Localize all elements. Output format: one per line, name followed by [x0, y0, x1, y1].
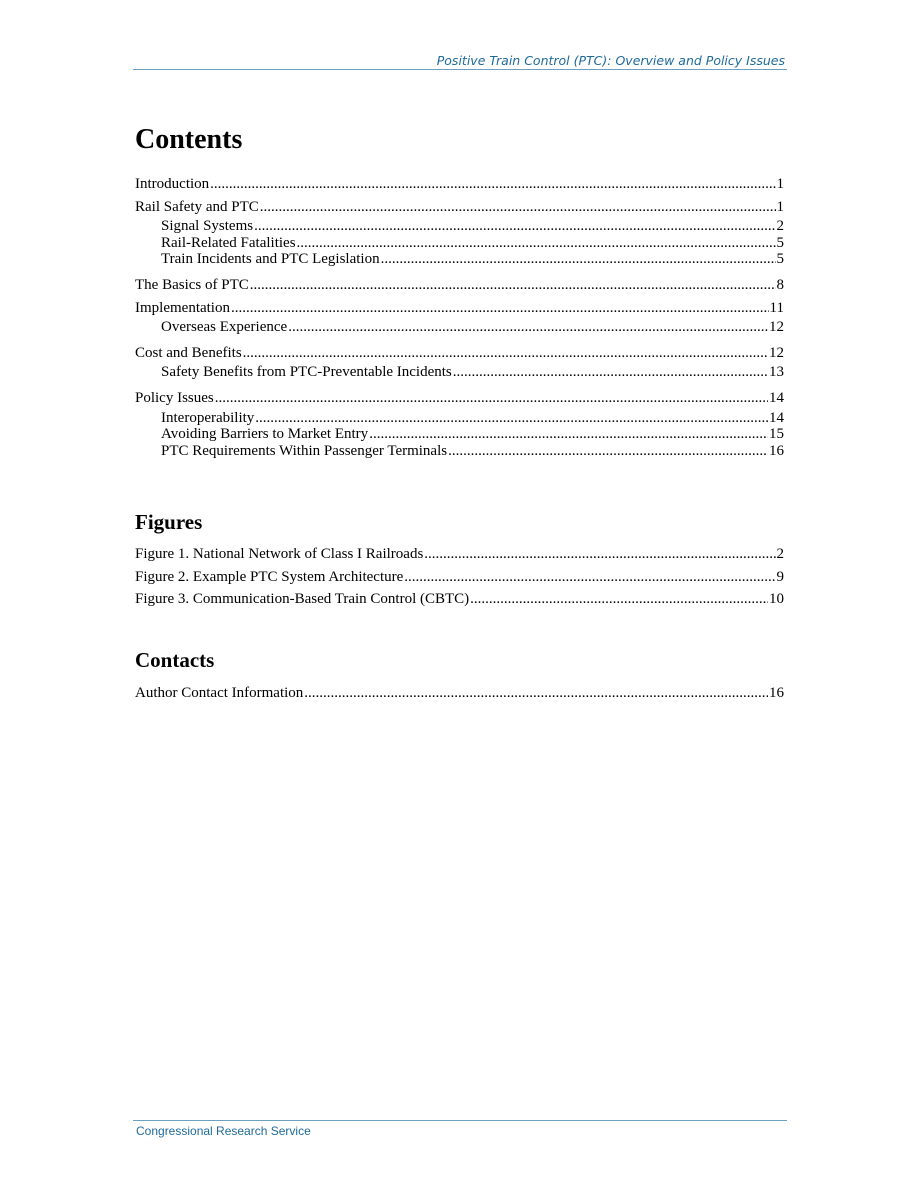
dot-leader	[453, 364, 768, 381]
toc-entry-label: Avoiding Barriers to Market Entry	[161, 426, 369, 443]
figure-entry-page: 9	[776, 568, 784, 585]
toc-entry-page: 12	[769, 319, 784, 336]
toc-entry-page: 16	[769, 442, 784, 459]
dot-leader	[288, 319, 768, 336]
figure-entry[interactable]	[135, 588, 784, 611]
footer-organization: Congressional Research Service	[136, 1124, 311, 1138]
toc-entry-page: 2	[776, 218, 784, 235]
toc-entry-page: 14	[769, 409, 784, 426]
toc-entry[interactable]	[135, 274, 784, 297]
toc-subentry[interactable]	[135, 218, 784, 235]
toc-entry-label: The Basics of PTC	[135, 276, 249, 293]
figures-list	[135, 543, 784, 611]
dot-leader	[470, 588, 768, 611]
dot-leader	[215, 387, 768, 410]
toc-entry[interactable]	[135, 387, 784, 410]
toc-entry-label: Rail Safety and PTC	[135, 198, 259, 215]
toc-entry-page: 14	[769, 389, 784, 406]
figure-entry[interactable]	[135, 543, 784, 566]
running-title: Positive Train Control (PTC): Overview and Policy Issues	[436, 53, 785, 68]
figures-heading: Figures	[135, 510, 203, 534]
toc-entry-label: Train Incidents and PTC Legislation	[161, 251, 380, 268]
toc-entry-label: Interoperability	[161, 409, 255, 426]
toc-subentry[interactable]	[135, 410, 784, 427]
toc-entry-label: Cost and Benefits	[135, 344, 242, 361]
dot-leader	[243, 342, 768, 365]
toc-entry-label: Signal Systems	[161, 218, 254, 235]
toc-entry[interactable]	[135, 342, 784, 365]
toc-subentry[interactable]	[135, 426, 784, 443]
figure-entry-label: Figure 3. Communication-Based Train Control (CBTC)	[135, 591, 470, 608]
contents-heading: Contents	[135, 124, 243, 155]
toc-entry[interactable]	[135, 196, 784, 219]
contacts-list	[135, 682, 784, 705]
toc-subentry[interactable]	[135, 251, 784, 268]
contact-entry-page: 16	[769, 685, 784, 701]
page-footer	[133, 1120, 787, 1138]
toc-entry-page: 11	[769, 299, 784, 316]
dot-leader	[424, 543, 775, 566]
toc-entry[interactable]	[135, 297, 784, 320]
dot-leader	[210, 173, 775, 196]
toc-entry-page: 5	[776, 251, 784, 268]
dot-leader	[304, 682, 768, 705]
contents-list	[135, 173, 784, 459]
dot-leader	[255, 410, 768, 427]
dot-leader	[448, 443, 768, 460]
toc-subentry[interactable]	[135, 364, 784, 381]
toc-entry-page: 1	[776, 176, 784, 192]
toc-subentry[interactable]	[135, 319, 784, 336]
contact-entry[interactable]	[135, 682, 784, 705]
dot-leader	[297, 235, 776, 252]
toc-entry-page: 8	[776, 276, 784, 293]
toc-entry-label: Overseas Experience	[161, 319, 288, 336]
toc-entry-label: Rail-Related Fatalities	[161, 234, 296, 251]
dot-leader	[231, 297, 769, 320]
dot-leader	[369, 426, 768, 443]
figure-entry-label: Figure 2. Example PTC System Architecture	[135, 568, 404, 585]
toc-entry-page: 5	[776, 234, 784, 251]
dot-leader	[254, 218, 775, 235]
toc-subentry[interactable]	[135, 235, 784, 252]
figure-entry-page: 10	[769, 591, 784, 608]
dot-leader	[260, 196, 776, 219]
toc-entry-page: 13	[769, 364, 784, 381]
toc-entry-page: 1	[776, 198, 784, 215]
figure-entry-label: Figure 1. National Network of Class I Railroads	[135, 546, 424, 562]
toc-subentry[interactable]	[135, 443, 784, 460]
dot-leader	[250, 274, 776, 297]
dot-leader	[404, 566, 775, 589]
toc-entry[interactable]	[135, 173, 784, 196]
figure-entry[interactable]	[135, 566, 784, 589]
toc-entry-label: Policy Issues	[135, 389, 214, 406]
figure-entry-page: 2	[776, 546, 784, 562]
toc-entry-label: Introduction	[135, 176, 210, 192]
toc-entry-page: 15	[769, 426, 784, 443]
toc-entry-page: 12	[769, 344, 784, 361]
dot-leader	[381, 251, 776, 268]
running-header	[133, 52, 787, 70]
toc-entry-label: Safety Benefits from PTC-Preventable Incidents	[161, 364, 452, 381]
toc-entry-label: Implementation	[135, 299, 230, 316]
contact-entry-label: Author Contact Information	[135, 685, 304, 701]
toc-entry-label: PTC Requirements Within Passenger Terminals	[161, 442, 448, 459]
contacts-heading: Contacts	[135, 648, 215, 672]
